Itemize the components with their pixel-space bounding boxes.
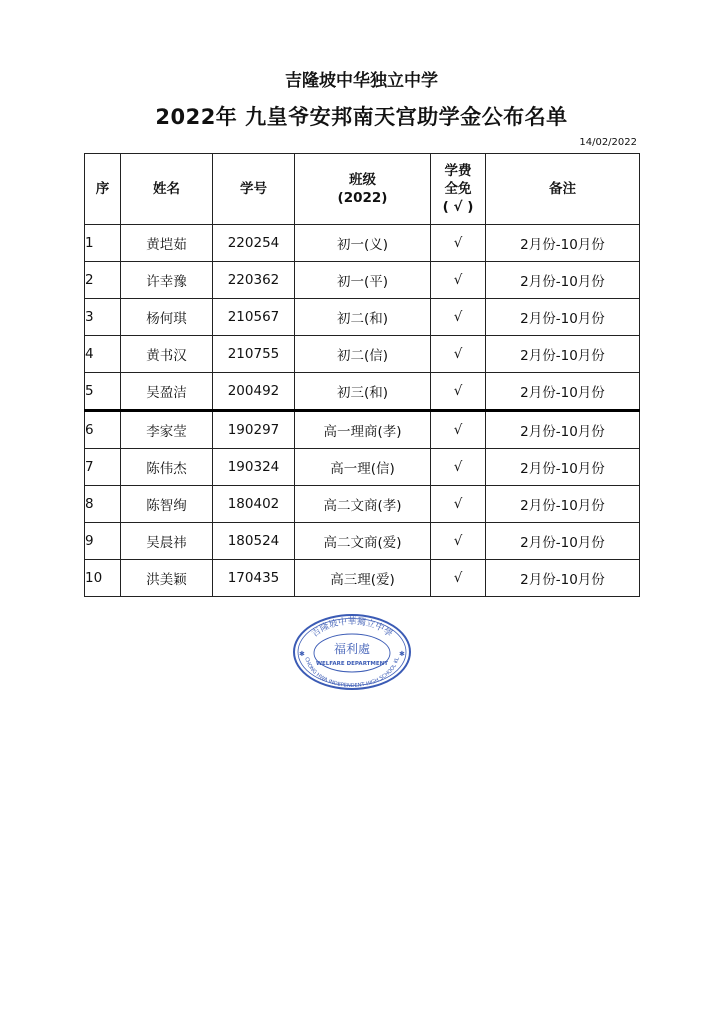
row-check-mark: √ <box>431 560 486 597</box>
header-fee-waiver <box>431 154 486 225</box>
row-remark: 2月份-10月份 <box>486 336 640 373</box>
row-check-mark: √ <box>431 262 486 299</box>
header-class-year: (2022) <box>337 190 388 206</box>
row-name: 陈智绚 <box>121 486 213 523</box>
row-remark: 2月份-10月份 <box>486 449 640 486</box>
row-name: 吴晨祎 <box>121 523 213 560</box>
row-index: 4 <box>85 336 121 373</box>
row-class: 初二(和) <box>295 299 431 336</box>
table-row <box>85 411 640 449</box>
row-student-id: 180402 <box>213 486 295 523</box>
row-class: 高二文商(孝) <box>295 486 431 523</box>
row-student-id: 220254 <box>213 225 295 262</box>
table-row <box>85 449 640 486</box>
row-name: 吴盈洁 <box>121 373 213 411</box>
row-class: 初二(信) <box>295 336 431 373</box>
row-student-id: 180524 <box>213 523 295 560</box>
row-index: 6 <box>85 411 121 449</box>
row-class: 高二文商(爱) <box>295 523 431 560</box>
school-name: 吉隆坡中华独立中学 <box>285 71 438 91</box>
row-remark: 2月份-10月份 <box>486 486 640 523</box>
header-fee-line2: 全免 <box>444 181 472 197</box>
row-index: 9 <box>85 523 121 560</box>
row-student-id: 170435 <box>213 560 295 597</box>
row-remark: 2月份-10月份 <box>486 411 640 449</box>
table-row <box>85 299 640 336</box>
welfare-department-stamp <box>291 612 413 692</box>
row-student-id: 190297 <box>213 411 295 449</box>
row-student-id: 210567 <box>213 299 295 336</box>
row-check-mark: √ <box>431 486 486 523</box>
row-remark: 2月份-10月份 <box>486 262 640 299</box>
stamp-dept-text: WELFARE DEPARTMENT <box>315 661 389 667</box>
row-check-mark: √ <box>431 411 486 449</box>
row-check-mark: √ <box>431 225 486 262</box>
table-row <box>85 560 640 597</box>
row-class: 高一理商(孝) <box>295 411 431 449</box>
table-row <box>85 486 640 523</box>
stamp-seal-icon <box>291 612 413 692</box>
header-fee-line3: ( √ ) <box>442 199 474 215</box>
row-name: 黄书汉 <box>121 336 213 373</box>
stamp-star-right-icon: ✱ <box>399 650 405 658</box>
table-header-row <box>85 154 640 225</box>
row-index: 3 <box>85 299 121 336</box>
table-row <box>85 336 640 373</box>
table-row <box>85 523 640 560</box>
row-index: 2 <box>85 262 121 299</box>
header-fee-line1: 学费 <box>444 163 472 179</box>
row-class: 高三理(爱) <box>295 560 431 597</box>
table-row <box>85 225 640 262</box>
document-title: 2022年 九皇爷安邦南天宫助学金公布名单 <box>155 105 568 129</box>
stamp-top-text: 吉隆坡中華獨立中學 <box>310 617 394 640</box>
row-index: 1 <box>85 225 121 262</box>
table-row <box>85 262 640 299</box>
header-class-label: 班级 <box>349 172 376 188</box>
header-remarks: 备注 <box>486 154 640 225</box>
row-student-id: 200492 <box>213 373 295 411</box>
header-student-id: 学号 <box>213 154 295 225</box>
row-check-mark: √ <box>431 373 486 411</box>
row-check-mark: √ <box>431 336 486 373</box>
document-date: 14/02/2022 <box>579 137 637 148</box>
row-student-id: 220362 <box>213 262 295 299</box>
row-class: 初一(义) <box>295 225 431 262</box>
row-name: 陈伟杰 <box>121 449 213 486</box>
row-name: 洪美颖 <box>121 560 213 597</box>
row-name: 杨何琪 <box>121 299 213 336</box>
row-class: 高一理(信) <box>295 449 431 486</box>
table-row <box>85 373 640 411</box>
row-remark: 2月份-10月份 <box>486 373 640 411</box>
row-check-mark: √ <box>431 299 486 336</box>
header-class <box>295 154 431 225</box>
row-index: 5 <box>85 373 121 411</box>
row-class: 初一(平) <box>295 262 431 299</box>
row-student-id: 190324 <box>213 449 295 486</box>
row-remark: 2月份-10月份 <box>486 299 640 336</box>
header-index: 序 <box>85 154 121 225</box>
row-class: 初三(和) <box>295 373 431 411</box>
row-index: 7 <box>85 449 121 486</box>
row-remark: 2月份-10月份 <box>486 523 640 560</box>
row-index: 10 <box>85 560 121 597</box>
row-remark: 2月份-10月份 <box>486 225 640 262</box>
row-student-id: 210755 <box>213 336 295 373</box>
row-check-mark: √ <box>431 449 486 486</box>
row-name: 许幸豫 <box>121 262 213 299</box>
row-name: 黄垲茹 <box>121 225 213 262</box>
row-name: 李家莹 <box>121 411 213 449</box>
header-name: 姓名 <box>121 154 213 225</box>
stamp-star-left-icon: ✱ <box>299 650 305 658</box>
recipient-table <box>84 153 640 597</box>
row-check-mark: √ <box>431 523 486 560</box>
row-index: 8 <box>85 486 121 523</box>
stamp-center-text: 福利處 <box>333 642 371 656</box>
row-remark: 2月份-10月份 <box>486 560 640 597</box>
stamp-bottom-text: CHONG HWA INDEPENDENT HIGH SCHOOL KL <box>303 656 401 690</box>
